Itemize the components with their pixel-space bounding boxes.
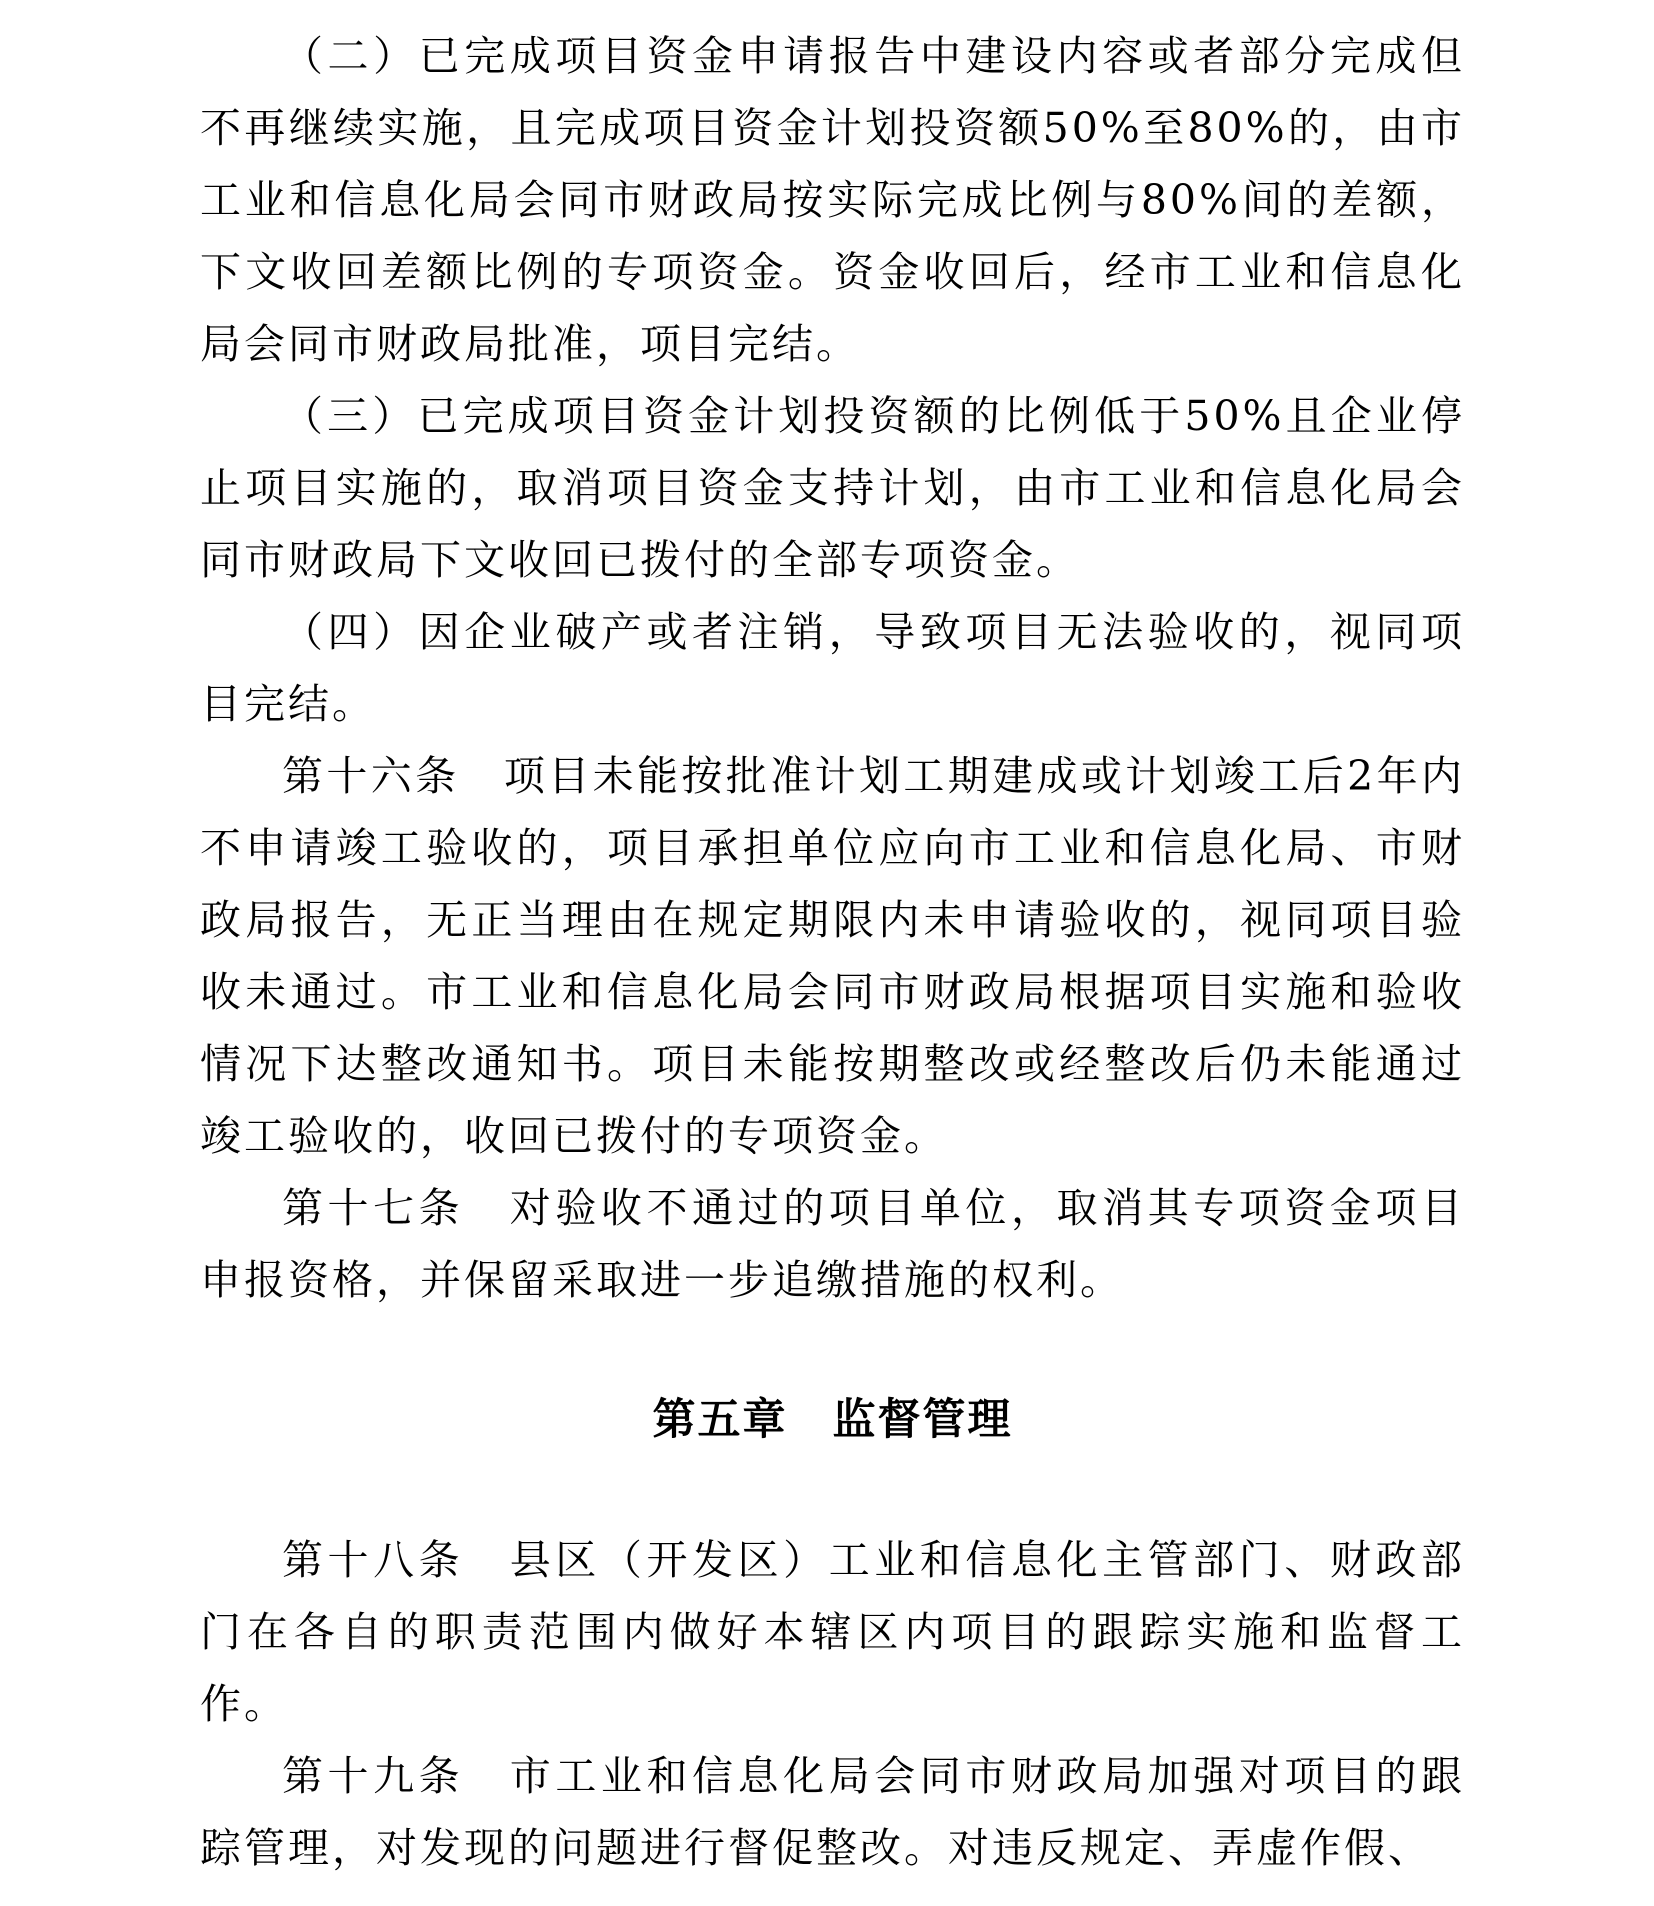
article-16: 第十六条 项目未能按批准计划工期建成或计划竣工后2年内不申请竣工验收的，项目承担单位应向市工业和信息化局、市财政局报告，无正当理由在规定期限内未申请验收的，视同项目验收未通过。市工业和信息化局会同市财政局根据项目实施和验收情况下达整改通知书。项目未能按期整改或经整改后仍未能通过竣工验收的，收回已拨付的专项资金。 bbox=[200, 752, 1465, 1160]
chapter-heading: 第五章 监督管理 bbox=[652, 1395, 1013, 1445]
document-body bbox=[200, 20, 1465, 1884]
article-19: 第十九条 市工业和信息化局会同市财政局加强对项目的跟踪管理，对发现的问题进行督促整改。对违反规定、弄虚作假、 bbox=[200, 1752, 1465, 1872]
clause-item-4: （四）因企业破产或者注销，导致项目无法验收的，视同项目完结。 bbox=[200, 608, 1465, 728]
clause-item-2: （二）已完成项目资金申请报告中建设内容或者部分完成但不再继续实施，且完成项目资金计划投资额50%至80%的，由市工业和信息化局会同市财政局按实际完成比例与80%间的差额，下文收回差额比例的专项资金。资金收回后，经市工业和信息化局会同市财政局批准，项目完结。 bbox=[200, 32, 1465, 368]
clause-item-3: （三）已完成项目资金计划投资额的比例低于50%且企业停止项目实施的，取消项目资金支持计划，由市工业和信息化局会同市财政局下文收回已拨付的全部专项资金。 bbox=[200, 392, 1465, 584]
article-18: 第十八条 县区（开发区）工业和信息化主管部门、财政部门在各自的职责范围内做好本辖区内项目的跟踪实施和监督工作。 bbox=[200, 1536, 1465, 1728]
article-17: 第十七条 对验收不通过的项目单位，取消其专项资金项目申报资格，并保留采取进一步追缴措施的权利。 bbox=[200, 1184, 1465, 1304]
